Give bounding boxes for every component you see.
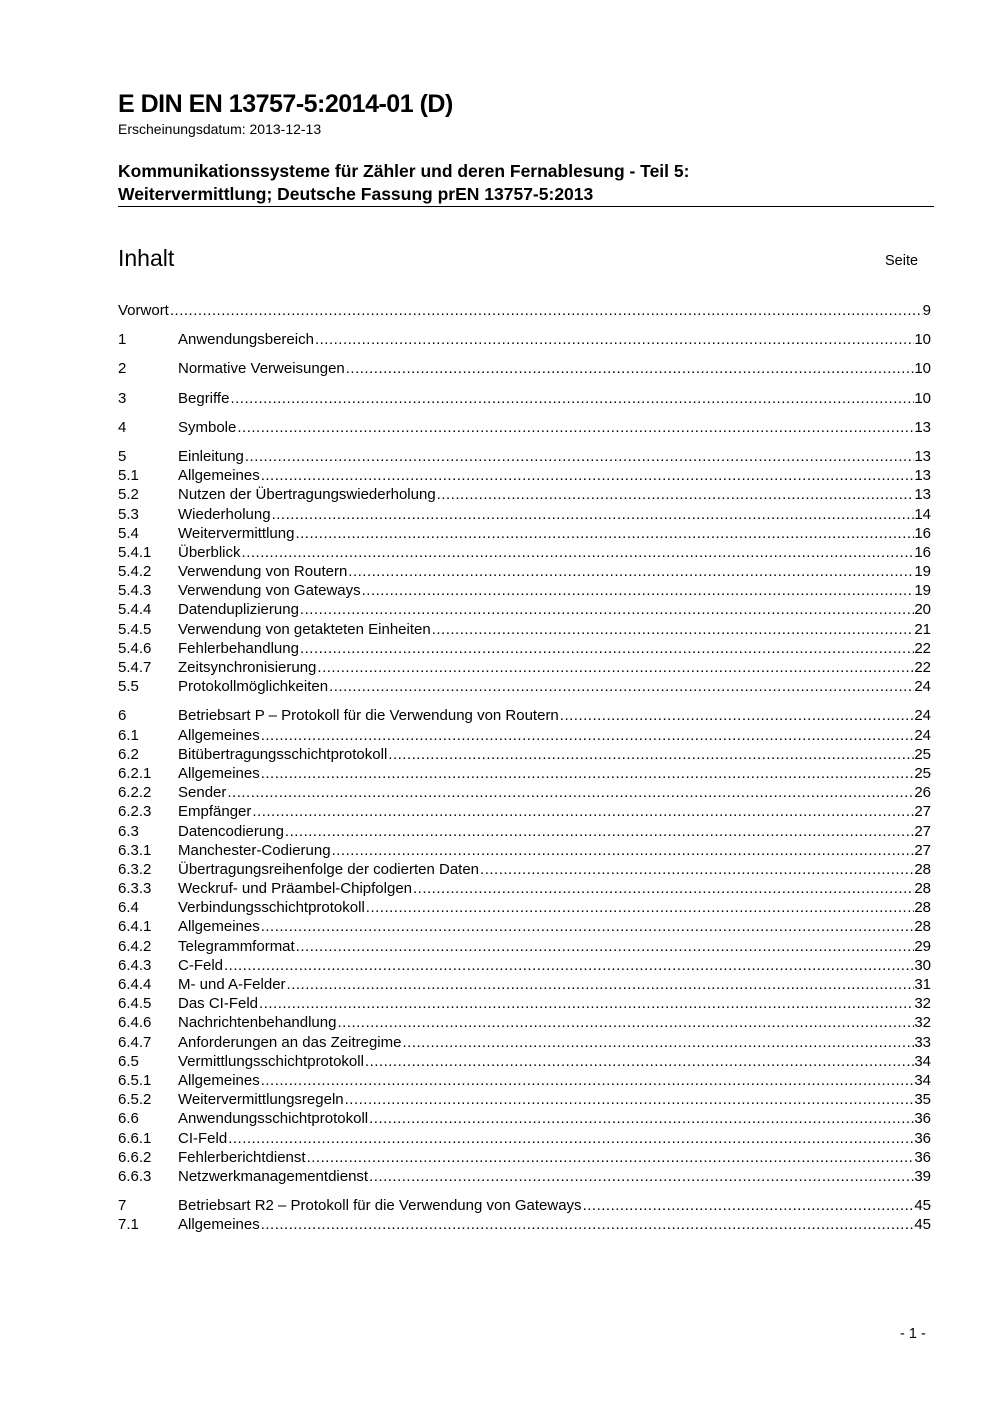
toc-entry[interactable] — [118, 359, 931, 378]
toc-entry-page: 28 — [914, 880, 931, 898]
page-column-label: Seite — [885, 253, 919, 269]
toc-entry-label: Symbole — [178, 418, 237, 436]
toc-entry[interactable] — [118, 466, 931, 485]
toc-entry-label: Betriebsart P – Protokoll für die Verwendung von Routern — [178, 707, 559, 725]
toc-entry-label: Datenduplizierung — [178, 601, 299, 619]
dot-leader — [294, 524, 914, 543]
toc-entry[interactable] — [118, 1071, 931, 1090]
toc-entry-label: Übertragungsreihenfolge der codierten Daten — [178, 860, 480, 878]
toc-entry-label: Einleitung — [178, 447, 244, 465]
toc-entry-number: 5.1 — [118, 467, 139, 485]
toc-entry-label: Verwendung von Routern — [178, 563, 348, 581]
dot-leader — [582, 1196, 915, 1215]
toc-entry[interactable] — [118, 706, 931, 725]
toc-entry[interactable] — [118, 1196, 931, 1215]
toc-entry-label: Zeitsynchronisierung — [178, 659, 317, 676]
dot-leader — [299, 639, 914, 658]
toc-entry-number: 6.4 — [118, 899, 139, 917]
dot-leader — [387, 745, 914, 764]
toc-entry-number: 5.4.5 — [118, 620, 152, 638]
dot-leader — [260, 1071, 915, 1090]
toc-entry-number: 6.4.1 — [118, 918, 152, 936]
toc-entry-label: Manchester-Codierung — [178, 841, 331, 859]
toc-entry-label: Allgemeines — [178, 1071, 260, 1089]
toc-entry-number: 6.2.3 — [118, 803, 152, 821]
toc-entry-number: 6.2.2 — [118, 784, 152, 802]
toc-entry[interactable] — [118, 639, 931, 658]
dot-leader — [316, 658, 914, 677]
toc-entry-label: Betriebsart R2 – Protokoll für die Verwendung von Gateways — [178, 1197, 582, 1215]
toc-entry[interactable] — [118, 562, 931, 581]
toc-entry[interactable] — [118, 543, 931, 562]
toc-entry-page: 25 — [914, 745, 931, 763]
toc-entry-label: Telegrammformat — [178, 937, 295, 955]
toc-entry-page: 16 — [914, 543, 931, 561]
toc-entry[interactable] — [118, 301, 931, 320]
toc-entry[interactable] — [118, 898, 931, 917]
toc-entry-page: 10 — [914, 389, 931, 407]
dot-leader — [244, 447, 914, 466]
toc-entry-page: 27 — [914, 803, 931, 821]
toc-entry[interactable] — [118, 1052, 931, 1071]
toc-entry-label: C-Feld — [178, 956, 224, 974]
toc-entry-label: Vorwort — [118, 302, 169, 319]
toc-entry-page: 14 — [914, 505, 931, 523]
toc-entry[interactable] — [118, 994, 931, 1013]
toc-entry[interactable] — [118, 937, 931, 956]
dot-leader — [223, 956, 914, 975]
toc-entry-number: 5.4.1 — [118, 543, 152, 561]
toc-entry[interactable] — [118, 1109, 931, 1128]
toc-entry-label: Normative Verweisungen — [178, 360, 345, 378]
toc-entry-page: 34 — [914, 1052, 931, 1070]
dot-leader — [258, 994, 914, 1013]
toc-entry-label: Allgemeines — [178, 467, 260, 485]
toc-entry-number: 6.5 — [118, 1052, 139, 1070]
toc-entry-label: Anwendungsschichtprotokoll — [178, 1110, 369, 1128]
toc-entry-number: 7 — [118, 1197, 127, 1215]
toc-entry[interactable] — [118, 1167, 931, 1186]
toc-group — [118, 706, 931, 1186]
toc-entry-number: 5.2 — [118, 486, 139, 504]
toc-entry-page: 28 — [914, 860, 931, 878]
toc-entry-number: 6.4.7 — [118, 1033, 152, 1051]
dot-leader — [284, 822, 914, 841]
toc-entry[interactable] — [118, 956, 931, 975]
toc-entry-label: Weitervermittlungsregeln — [178, 1091, 344, 1109]
dot-leader — [364, 1052, 914, 1071]
toc-entry-label: Verwendung von Gateways — [178, 582, 361, 600]
toc-entry-number: 6.6.2 — [118, 1148, 152, 1166]
toc-entry[interactable] — [118, 764, 931, 783]
toc-entry-page: 32 — [914, 1014, 931, 1032]
toc-entry-page: 36 — [914, 1148, 931, 1166]
toc-heading: Inhalt — [118, 245, 175, 271]
dot-leader — [401, 1033, 914, 1052]
title-rule — [118, 206, 934, 207]
toc-entry-number: 5 — [118, 447, 127, 465]
toc-entry[interactable] — [118, 581, 931, 600]
toc-entry[interactable] — [118, 1090, 931, 1109]
toc-entry-page: 45 — [914, 1197, 931, 1215]
dot-leader — [347, 562, 914, 581]
toc-entry-page: 28 — [914, 899, 931, 917]
toc-entry-number: 6.3.3 — [118, 880, 152, 898]
toc-entry-page: 27 — [914, 822, 931, 840]
toc-entry-number: 2 — [118, 360, 127, 378]
dot-leader — [260, 466, 915, 485]
toc-entry-label: Allgemeines — [178, 726, 260, 744]
table-of-contents — [118, 301, 931, 1244]
toc-entry[interactable] — [118, 505, 931, 524]
toc-entry-label: Begriffe — [178, 389, 230, 407]
toc-entry-page: 10 — [914, 331, 931, 349]
toc-entry-label: Fehlerbehandlung — [178, 639, 299, 657]
toc-entry[interactable] — [118, 726, 931, 745]
dot-leader — [306, 1148, 915, 1167]
toc-entry-page: 24 — [914, 726, 931, 744]
toc-entry-number: 6.5.1 — [118, 1071, 152, 1089]
toc-entry-page: 21 — [914, 620, 931, 638]
dot-leader — [365, 898, 915, 917]
toc-entry-page: 9 — [922, 302, 931, 319]
toc-entry-label: CI-Feld — [178, 1129, 228, 1147]
toc-entry-page: 13 — [914, 486, 931, 504]
toc-entry[interactable] — [118, 1148, 931, 1167]
toc-entry[interactable] — [118, 620, 931, 639]
dot-leader — [314, 330, 914, 349]
toc-entry-number: 6.3.2 — [118, 860, 152, 878]
dot-leader — [368, 1109, 914, 1128]
toc-entry-page: 22 — [914, 639, 931, 657]
toc-entry-label: Weitervermittlung — [178, 524, 295, 542]
toc-entry-number: 6.6 — [118, 1110, 139, 1128]
toc-entry-page: 36 — [914, 1110, 931, 1128]
toc-entry-number: 6.2 — [118, 745, 139, 763]
toc-entry-page: 35 — [914, 1091, 931, 1109]
dot-leader — [559, 706, 915, 725]
toc-entry[interactable] — [118, 485, 931, 504]
toc-entry-label: Wiederholung — [178, 505, 271, 523]
dot-leader — [336, 1013, 914, 1032]
toc-entry-page: 25 — [914, 764, 931, 782]
dot-leader — [345, 359, 915, 378]
toc-entry[interactable] — [118, 447, 931, 466]
toc-entry[interactable] — [118, 841, 931, 860]
document-id: E DIN EN 13757-5:2014-01 (D) — [118, 90, 453, 118]
toc-entry-label: Empfänger — [178, 803, 252, 821]
dot-leader — [241, 543, 915, 562]
toc-group — [118, 330, 931, 349]
toc-entry-page: 24 — [914, 678, 931, 696]
toc-entry-page: 27 — [914, 841, 931, 859]
dot-leader — [431, 620, 915, 639]
toc-entry[interactable] — [118, 389, 931, 408]
toc-entry-number: 5.4.4 — [118, 601, 152, 619]
dot-leader — [286, 975, 915, 994]
toc-entry[interactable] — [118, 600, 931, 619]
toc-entry-page: 26 — [914, 784, 931, 802]
toc-entry-number: 5.4.2 — [118, 563, 152, 581]
toc-entry[interactable] — [118, 879, 931, 898]
toc-entry-number: 5.3 — [118, 505, 139, 523]
toc-entry-label: Sender — [178, 784, 227, 802]
dot-leader — [361, 581, 915, 600]
toc-entry-page: 36 — [914, 1129, 931, 1147]
toc-entry-number: 5.4.3 — [118, 582, 152, 600]
publication-date: Erscheinungsdatum: 2013-12-13 — [118, 121, 322, 137]
toc-entry-page: 33 — [914, 1033, 931, 1051]
toc-entry-page: 16 — [914, 524, 931, 542]
toc-entry[interactable] — [118, 802, 931, 821]
toc-entry-page: 19 — [914, 582, 931, 600]
toc-entry-number: 6.1 — [118, 726, 139, 744]
toc-entry-label: Nutzen der Übertragungswiederholung — [178, 486, 436, 504]
toc-entry[interactable] — [118, 975, 931, 994]
toc-group — [118, 301, 931, 320]
toc-entry-label: Protokollmöglichkeiten — [178, 678, 329, 696]
toc-entry-label: Anwendungsbereich — [178, 331, 314, 349]
toc-entry-number: 6 — [118, 707, 127, 725]
dot-leader — [479, 860, 914, 879]
toc-entry-page: 24 — [914, 707, 931, 725]
toc-entry-page: 13 — [914, 418, 931, 436]
toc-entry[interactable] — [118, 330, 931, 349]
toc-entry-page: 34 — [914, 1071, 931, 1089]
toc-entry-label: Das CI-Feld — [178, 995, 259, 1013]
toc-entry[interactable] — [118, 745, 931, 764]
toc-entry-number: 6.4.4 — [118, 976, 152, 993]
toc-group — [118, 447, 931, 696]
toc-entry-page: 28 — [914, 918, 931, 936]
toc-entry-number: 6.6.3 — [118, 1167, 152, 1185]
toc-entry-label: Fehlerberichtdienst — [178, 1148, 306, 1166]
dot-leader — [260, 917, 915, 936]
title-line-1: Kommunikationssysteme für Zähler und deren Fernablesung - Teil 5: — [118, 161, 690, 181]
dot-leader — [226, 783, 914, 802]
toc-entry-label: Bitübertragungsschichtprotokoll — [178, 745, 388, 763]
toc-entry-label: Anforderungen an das Zeitregime — [178, 1033, 402, 1051]
toc-entry-number: 6.3 — [118, 822, 139, 840]
dot-leader — [436, 485, 915, 504]
toc-entry-number: 6.4.2 — [118, 937, 152, 955]
toc-entry[interactable] — [118, 418, 931, 437]
toc-entry-number: 5.4.6 — [118, 639, 152, 657]
toc-entry-page: 13 — [914, 467, 931, 485]
title-line-2: Weitervermittlung; Deutsche Fassung prEN 13757-5:2013 — [118, 184, 594, 204]
toc-entry[interactable] — [118, 1033, 931, 1052]
toc-group — [118, 359, 931, 378]
toc-entry-page: 10 — [914, 360, 931, 378]
dot-leader — [328, 677, 914, 696]
toc-entry-number: 4 — [118, 418, 127, 436]
toc-entry[interactable] — [118, 658, 931, 677]
toc-group — [118, 1196, 931, 1234]
toc-entry-page: 30 — [914, 956, 931, 974]
toc-entry-number: 6.4.3 — [118, 956, 152, 974]
dot-leader — [229, 389, 914, 408]
toc-entry-page: 22 — [914, 659, 931, 676]
dot-leader — [260, 764, 915, 783]
toc-entry-label: Verbindungsschichtprotokoll — [178, 899, 365, 917]
dot-leader — [260, 726, 915, 745]
toc-entry-page: 45 — [914, 1216, 931, 1234]
toc-entry-number: 7.1 — [118, 1216, 139, 1234]
toc-entry[interactable] — [118, 677, 931, 696]
dot-leader — [344, 1090, 915, 1109]
toc-entry-label: M- und A-Felder — [178, 976, 286, 993]
dot-leader — [251, 802, 914, 821]
dot-leader — [299, 600, 914, 619]
toc-entry-number: 1 — [118, 331, 127, 349]
toc-entry-label: Netzwerkmanagementdienst — [178, 1167, 369, 1185]
toc-entry[interactable] — [118, 783, 931, 802]
toc-entry-number: 5.4.7 — [118, 659, 152, 676]
toc-entry-label: Nachrichtenbehandlung — [178, 1014, 337, 1032]
toc-entry[interactable] — [118, 1129, 931, 1148]
toc-entry-label: Überblick — [178, 543, 241, 561]
toc-entry[interactable] — [118, 524, 931, 543]
toc-entry-page: 31 — [914, 976, 931, 993]
toc-entry[interactable] — [118, 1013, 931, 1032]
toc-entry-label: Allgemeines — [178, 764, 260, 782]
toc-entry-page: 32 — [914, 995, 931, 1013]
toc-entry-page: 13 — [914, 447, 931, 465]
dot-leader — [295, 937, 915, 956]
toc-entry-label: Vermittlungsschichtprotokoll — [178, 1052, 364, 1070]
toc-entry[interactable] — [118, 1215, 931, 1234]
dot-leader — [169, 301, 923, 320]
toc-entry-number: 6.2.1 — [118, 764, 152, 782]
toc-entry-page: 39 — [914, 1167, 931, 1185]
toc-entry-page: 19 — [914, 563, 931, 581]
page-number: - 1 - — [900, 1326, 926, 1342]
toc-entry-number: 6.6.1 — [118, 1129, 152, 1147]
toc-entry-label: Datencodierung — [178, 822, 284, 840]
dot-leader — [412, 879, 914, 898]
toc-entry-number: 6.5.2 — [118, 1091, 152, 1109]
toc-entry-number: 5.4 — [118, 524, 139, 542]
toc-entry-number: 6.4.5 — [118, 995, 152, 1013]
toc-entry-page: 20 — [914, 601, 931, 619]
toc-entry[interactable] — [118, 822, 931, 841]
toc-entry-number: 3 — [118, 389, 127, 407]
toc-entry-label: Weckruf- und Präambel-Chipfolgen — [178, 880, 413, 898]
toc-entry-label: Allgemeines — [178, 918, 260, 936]
dot-leader — [260, 1215, 915, 1234]
document-title — [118, 160, 689, 206]
dot-leader — [236, 418, 914, 437]
toc-group — [118, 418, 931, 437]
toc-entry[interactable] — [118, 917, 931, 936]
toc-entry-number: 5.5 — [118, 678, 139, 696]
dot-leader — [271, 505, 915, 524]
dot-leader — [331, 841, 915, 860]
dot-leader — [368, 1167, 914, 1186]
toc-entry-number: 6.4.6 — [118, 1014, 152, 1032]
dot-leader — [227, 1129, 914, 1148]
toc-entry-page: 29 — [914, 937, 931, 955]
toc-group — [118, 389, 931, 408]
toc-entry-label: Verwendung von getakteten Einheiten — [178, 620, 431, 638]
toc-entry-number: 6.3.1 — [118, 841, 152, 859]
toc-entry[interactable] — [118, 860, 931, 879]
toc-entry-label: Allgemeines — [178, 1216, 260, 1234]
